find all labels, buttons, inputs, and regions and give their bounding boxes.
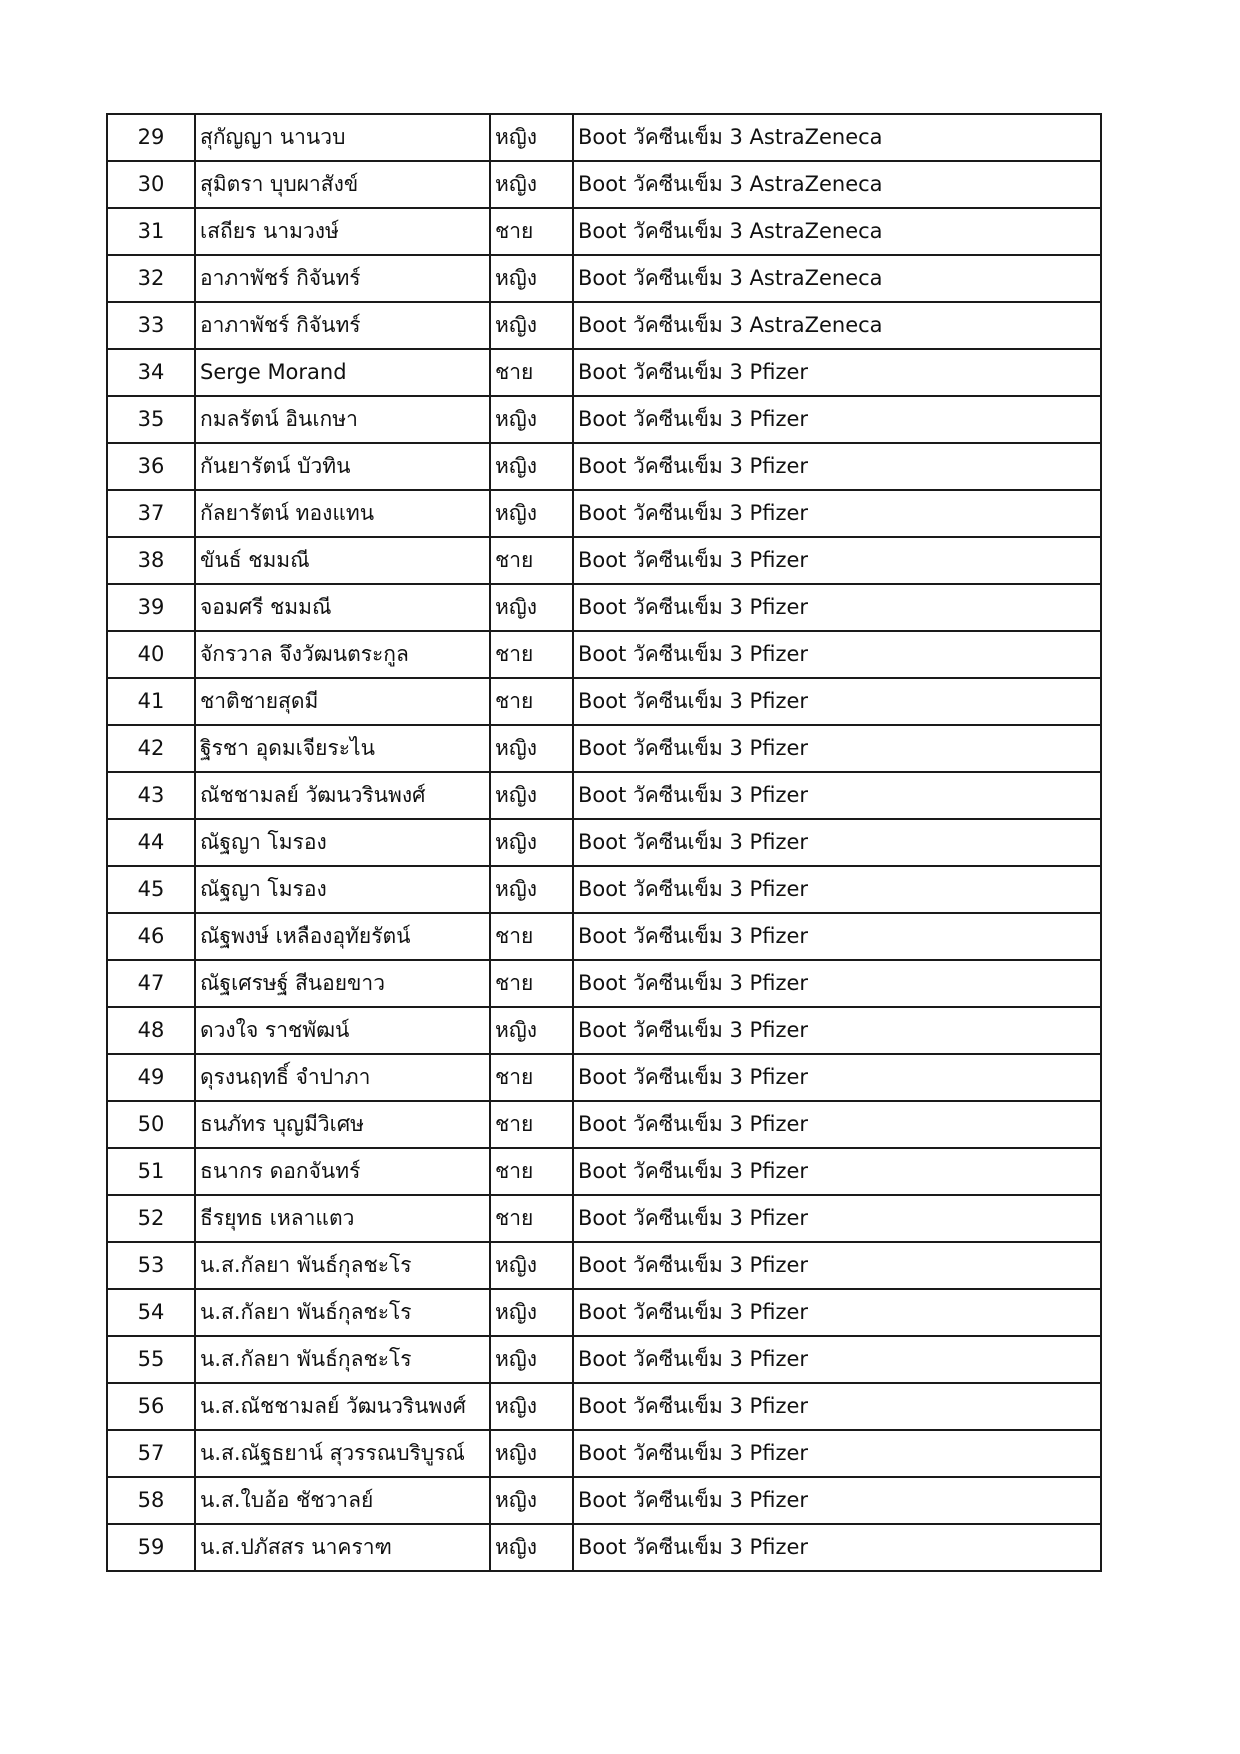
- row-number-cell: 57: [107, 1430, 195, 1477]
- row-number-cell: 51: [107, 1148, 195, 1195]
- table-row: [107, 1289, 1101, 1336]
- row-number-cell: 40: [107, 631, 195, 678]
- row-number-cell: 43: [107, 772, 195, 819]
- name-cell: น.ส.กัลยา พันธ์กุลชะโร: [195, 1289, 490, 1336]
- name-cell: จักรวาล จึงวัฒนตระกูล: [195, 631, 490, 678]
- sex-cell: ชาย: [490, 631, 573, 678]
- name-cell: น.ส.ณัฐธยาน์ สุวรรณบริบูรณ์: [195, 1430, 490, 1477]
- sex-cell: หญิง: [490, 1524, 573, 1571]
- name-cell: น.ส.ปภัสสร นาคราฑ: [195, 1524, 490, 1571]
- vaccine-note-cell: Boot วัคซีนเข็ม 3 Pfizer: [573, 1477, 1101, 1524]
- vaccine-note-cell: Boot วัคซีนเข็ม 3 Pfizer: [573, 1195, 1101, 1242]
- sex-cell: หญิง: [490, 114, 573, 161]
- row-number-cell: 34: [107, 349, 195, 396]
- vaccine-note-cell: Boot วัคซีนเข็ม 3 Pfizer: [573, 537, 1101, 584]
- table-row: [107, 1101, 1101, 1148]
- row-number-cell: 38: [107, 537, 195, 584]
- table-row: [107, 114, 1101, 161]
- name-cell: อาภาพัชร์ กิจันทร์: [195, 255, 490, 302]
- row-number-cell: 55: [107, 1336, 195, 1383]
- vaccine-note-cell: Boot วัคซีนเข็ม 3 Pfizer: [573, 1007, 1101, 1054]
- name-cell: ดุรงนฤทธิ์ จำปาภา: [195, 1054, 490, 1101]
- vaccine-note-cell: Boot วัคซีนเข็ม 3 Pfizer: [573, 725, 1101, 772]
- vaccine-note-cell: Boot วัคซีนเข็ม 3 Pfizer: [573, 866, 1101, 913]
- table-row: [107, 1195, 1101, 1242]
- vaccine-note-cell: Boot วัคซีนเข็ม 3 Pfizer: [573, 1524, 1101, 1571]
- row-number-cell: 49: [107, 1054, 195, 1101]
- name-cell: น.ส.กัลยา พันธ์กุลชะโร: [195, 1242, 490, 1289]
- table-row: [107, 1477, 1101, 1524]
- sex-cell: หญิง: [490, 866, 573, 913]
- table-row: [107, 1148, 1101, 1195]
- vaccination-roster-table: [106, 113, 1102, 1572]
- table-row: [107, 772, 1101, 819]
- row-number-cell: 33: [107, 302, 195, 349]
- name-cell: อาภาพัชร์ กิจันทร์: [195, 302, 490, 349]
- name-cell: ณัฐเศรษฐ์ สีนอยขาว: [195, 960, 490, 1007]
- sex-cell: หญิง: [490, 1430, 573, 1477]
- row-number-cell: 39: [107, 584, 195, 631]
- row-number-cell: 53: [107, 1242, 195, 1289]
- table-row: [107, 1242, 1101, 1289]
- sex-cell: หญิง: [490, 1336, 573, 1383]
- table-row: [107, 1524, 1101, 1571]
- table-row: [107, 255, 1101, 302]
- sex-cell: หญิง: [490, 584, 573, 631]
- vaccine-note-cell: Boot วัคซีนเข็ม 3 Pfizer: [573, 396, 1101, 443]
- row-number-cell: 32: [107, 255, 195, 302]
- sex-cell: หญิง: [490, 490, 573, 537]
- name-cell: ธนากร ดอกจันทร์: [195, 1148, 490, 1195]
- name-cell: ณัฐญา โมรอง: [195, 866, 490, 913]
- vaccine-note-cell: Boot วัคซีนเข็ม 3 Pfizer: [573, 349, 1101, 396]
- sex-cell: หญิง: [490, 255, 573, 302]
- vaccine-note-cell: Boot วัคซีนเข็ม 3 Pfizer: [573, 1101, 1101, 1148]
- sex-cell: หญิง: [490, 1289, 573, 1336]
- table-row: [107, 302, 1101, 349]
- vaccine-note-cell: Boot วัคซีนเข็ม 3 Pfizer: [573, 1242, 1101, 1289]
- vaccine-note-cell: Boot วัคซีนเข็ม 3 Pfizer: [573, 1430, 1101, 1477]
- table-row: [107, 913, 1101, 960]
- name-cell: น.ส.ใบอ้อ ชัชวาลย์: [195, 1477, 490, 1524]
- row-number-cell: 36: [107, 443, 195, 490]
- sex-cell: ชาย: [490, 1148, 573, 1195]
- row-number-cell: 56: [107, 1383, 195, 1430]
- name-cell: จอมศรี ชมมณี: [195, 584, 490, 631]
- row-number-cell: 45: [107, 866, 195, 913]
- vaccine-note-cell: Boot วัคซีนเข็ม 3 Pfizer: [573, 443, 1101, 490]
- name-cell: กมลรัตน์ อินเกษา: [195, 396, 490, 443]
- vaccine-note-cell: Boot วัคซีนเข็ม 3 AstraZeneca: [573, 208, 1101, 255]
- sex-cell: ชาย: [490, 1054, 573, 1101]
- sex-cell: ชาย: [490, 678, 573, 725]
- sex-cell: ชาย: [490, 1195, 573, 1242]
- table-row: [107, 490, 1101, 537]
- name-cell: ดวงใจ ราชพัฒน์: [195, 1007, 490, 1054]
- table-row: [107, 396, 1101, 443]
- sex-cell: ชาย: [490, 960, 573, 1007]
- vaccine-note-cell: Boot วัคซีนเข็ม 3 AstraZeneca: [573, 114, 1101, 161]
- sex-cell: ชาย: [490, 349, 573, 396]
- row-number-cell: 44: [107, 819, 195, 866]
- table-row: [107, 349, 1101, 396]
- sex-cell: ชาย: [490, 537, 573, 584]
- vaccine-note-cell: Boot วัคซีนเข็ม 3 Pfizer: [573, 1383, 1101, 1430]
- row-number-cell: 46: [107, 913, 195, 960]
- table-row: [107, 819, 1101, 866]
- table-row: [107, 1054, 1101, 1101]
- vaccine-note-cell: Boot วัคซีนเข็ม 3 Pfizer: [573, 490, 1101, 537]
- vaccine-note-cell: Boot วัคซีนเข็ม 3 Pfizer: [573, 584, 1101, 631]
- vaccine-note-cell: Boot วัคซีนเข็ม 3 AstraZeneca: [573, 302, 1101, 349]
- row-number-cell: 47: [107, 960, 195, 1007]
- vaccine-note-cell: Boot วัคซีนเข็ม 3 Pfizer: [573, 1289, 1101, 1336]
- row-number-cell: 29: [107, 114, 195, 161]
- table-row: [107, 537, 1101, 584]
- name-cell: ขันธ์ ชมมณี: [195, 537, 490, 584]
- sex-cell: หญิง: [490, 725, 573, 772]
- row-number-cell: 59: [107, 1524, 195, 1571]
- name-cell: ธนภัทร บุญมีวิเศษ: [195, 1101, 490, 1148]
- table-row: [107, 443, 1101, 490]
- name-cell: Serge Morand: [195, 349, 490, 396]
- vaccine-note-cell: Boot วัคซีนเข็ม 3 Pfizer: [573, 819, 1101, 866]
- sex-cell: หญิง: [490, 819, 573, 866]
- vaccine-note-cell: Boot วัคซีนเข็ม 3 AstraZeneca: [573, 255, 1101, 302]
- vaccine-note-cell: Boot วัคซีนเข็ม 3 Pfizer: [573, 631, 1101, 678]
- table-row: [107, 960, 1101, 1007]
- name-cell: สุมิตรา บุบผาสังข์: [195, 161, 490, 208]
- name-cell: น.ส.กัลยา พันธ์กุลชะโร: [195, 1336, 490, 1383]
- vaccine-note-cell: Boot วัคซีนเข็ม 3 Pfizer: [573, 1148, 1101, 1195]
- row-number-cell: 58: [107, 1477, 195, 1524]
- sex-cell: หญิง: [490, 161, 573, 208]
- row-number-cell: 35: [107, 396, 195, 443]
- sex-cell: หญิง: [490, 772, 573, 819]
- name-cell: สุกัญญา นานวบ: [195, 114, 490, 161]
- table-row: [107, 678, 1101, 725]
- sex-cell: หญิง: [490, 396, 573, 443]
- name-cell: ฐิรชา อุดมเจียระไน: [195, 725, 490, 772]
- name-cell: น.ส.ณัชชามลย์ วัฒนวรินพงศ์: [195, 1383, 490, 1430]
- sex-cell: หญิง: [490, 1477, 573, 1524]
- row-number-cell: 41: [107, 678, 195, 725]
- name-cell: เสถียร นามวงษ์: [195, 208, 490, 255]
- row-number-cell: 31: [107, 208, 195, 255]
- sex-cell: หญิง: [490, 1383, 573, 1430]
- name-cell: ธีรยุทธ เหลาแตว: [195, 1195, 490, 1242]
- sex-cell: ชาย: [490, 913, 573, 960]
- sex-cell: หญิง: [490, 302, 573, 349]
- table-row: [107, 866, 1101, 913]
- vaccine-note-cell: Boot วัคซีนเข็ม 3 Pfizer: [573, 960, 1101, 1007]
- row-number-cell: 48: [107, 1007, 195, 1054]
- vaccine-note-cell: Boot วัคซีนเข็ม 3 Pfizer: [573, 1054, 1101, 1101]
- row-number-cell: 54: [107, 1289, 195, 1336]
- name-cell: ณัฐญา โมรอง: [195, 819, 490, 866]
- table-row: [107, 584, 1101, 631]
- row-number-cell: 30: [107, 161, 195, 208]
- name-cell: ณัชชามลย์ วัฒนวรินพงศ์: [195, 772, 490, 819]
- sex-cell: หญิง: [490, 443, 573, 490]
- name-cell: ณัฐพงษ์ เหลืองอุทัยรัตน์: [195, 913, 490, 960]
- roster-table-body: [107, 114, 1101, 1571]
- table-row: [107, 208, 1101, 255]
- table-row: [107, 631, 1101, 678]
- table-row: [107, 1336, 1101, 1383]
- table-row: [107, 161, 1101, 208]
- row-number-cell: 52: [107, 1195, 195, 1242]
- table-row: [107, 1383, 1101, 1430]
- name-cell: กัลยารัตน์ ทองแทน: [195, 490, 490, 537]
- row-number-cell: 37: [107, 490, 195, 537]
- vaccine-note-cell: Boot วัคซีนเข็ม 3 Pfizer: [573, 1336, 1101, 1383]
- table-row: [107, 1430, 1101, 1477]
- table-row: [107, 725, 1101, 772]
- vaccine-note-cell: Boot วัคซีนเข็ม 3 Pfizer: [573, 678, 1101, 725]
- vaccine-note-cell: Boot วัคซีนเข็ม 3 Pfizer: [573, 772, 1101, 819]
- vaccine-note-cell: Boot วัคซีนเข็ม 3 AstraZeneca: [573, 161, 1101, 208]
- sex-cell: ชาย: [490, 208, 573, 255]
- name-cell: ชาติชายสุดมี: [195, 678, 490, 725]
- sex-cell: ชาย: [490, 1101, 573, 1148]
- name-cell: กันยารัตน์ บัวทิน: [195, 443, 490, 490]
- sex-cell: หญิง: [490, 1242, 573, 1289]
- row-number-cell: 42: [107, 725, 195, 772]
- vaccine-note-cell: Boot วัคซีนเข็ม 3 Pfizer: [573, 913, 1101, 960]
- sex-cell: หญิง: [490, 1007, 573, 1054]
- table-row: [107, 1007, 1101, 1054]
- row-number-cell: 50: [107, 1101, 195, 1148]
